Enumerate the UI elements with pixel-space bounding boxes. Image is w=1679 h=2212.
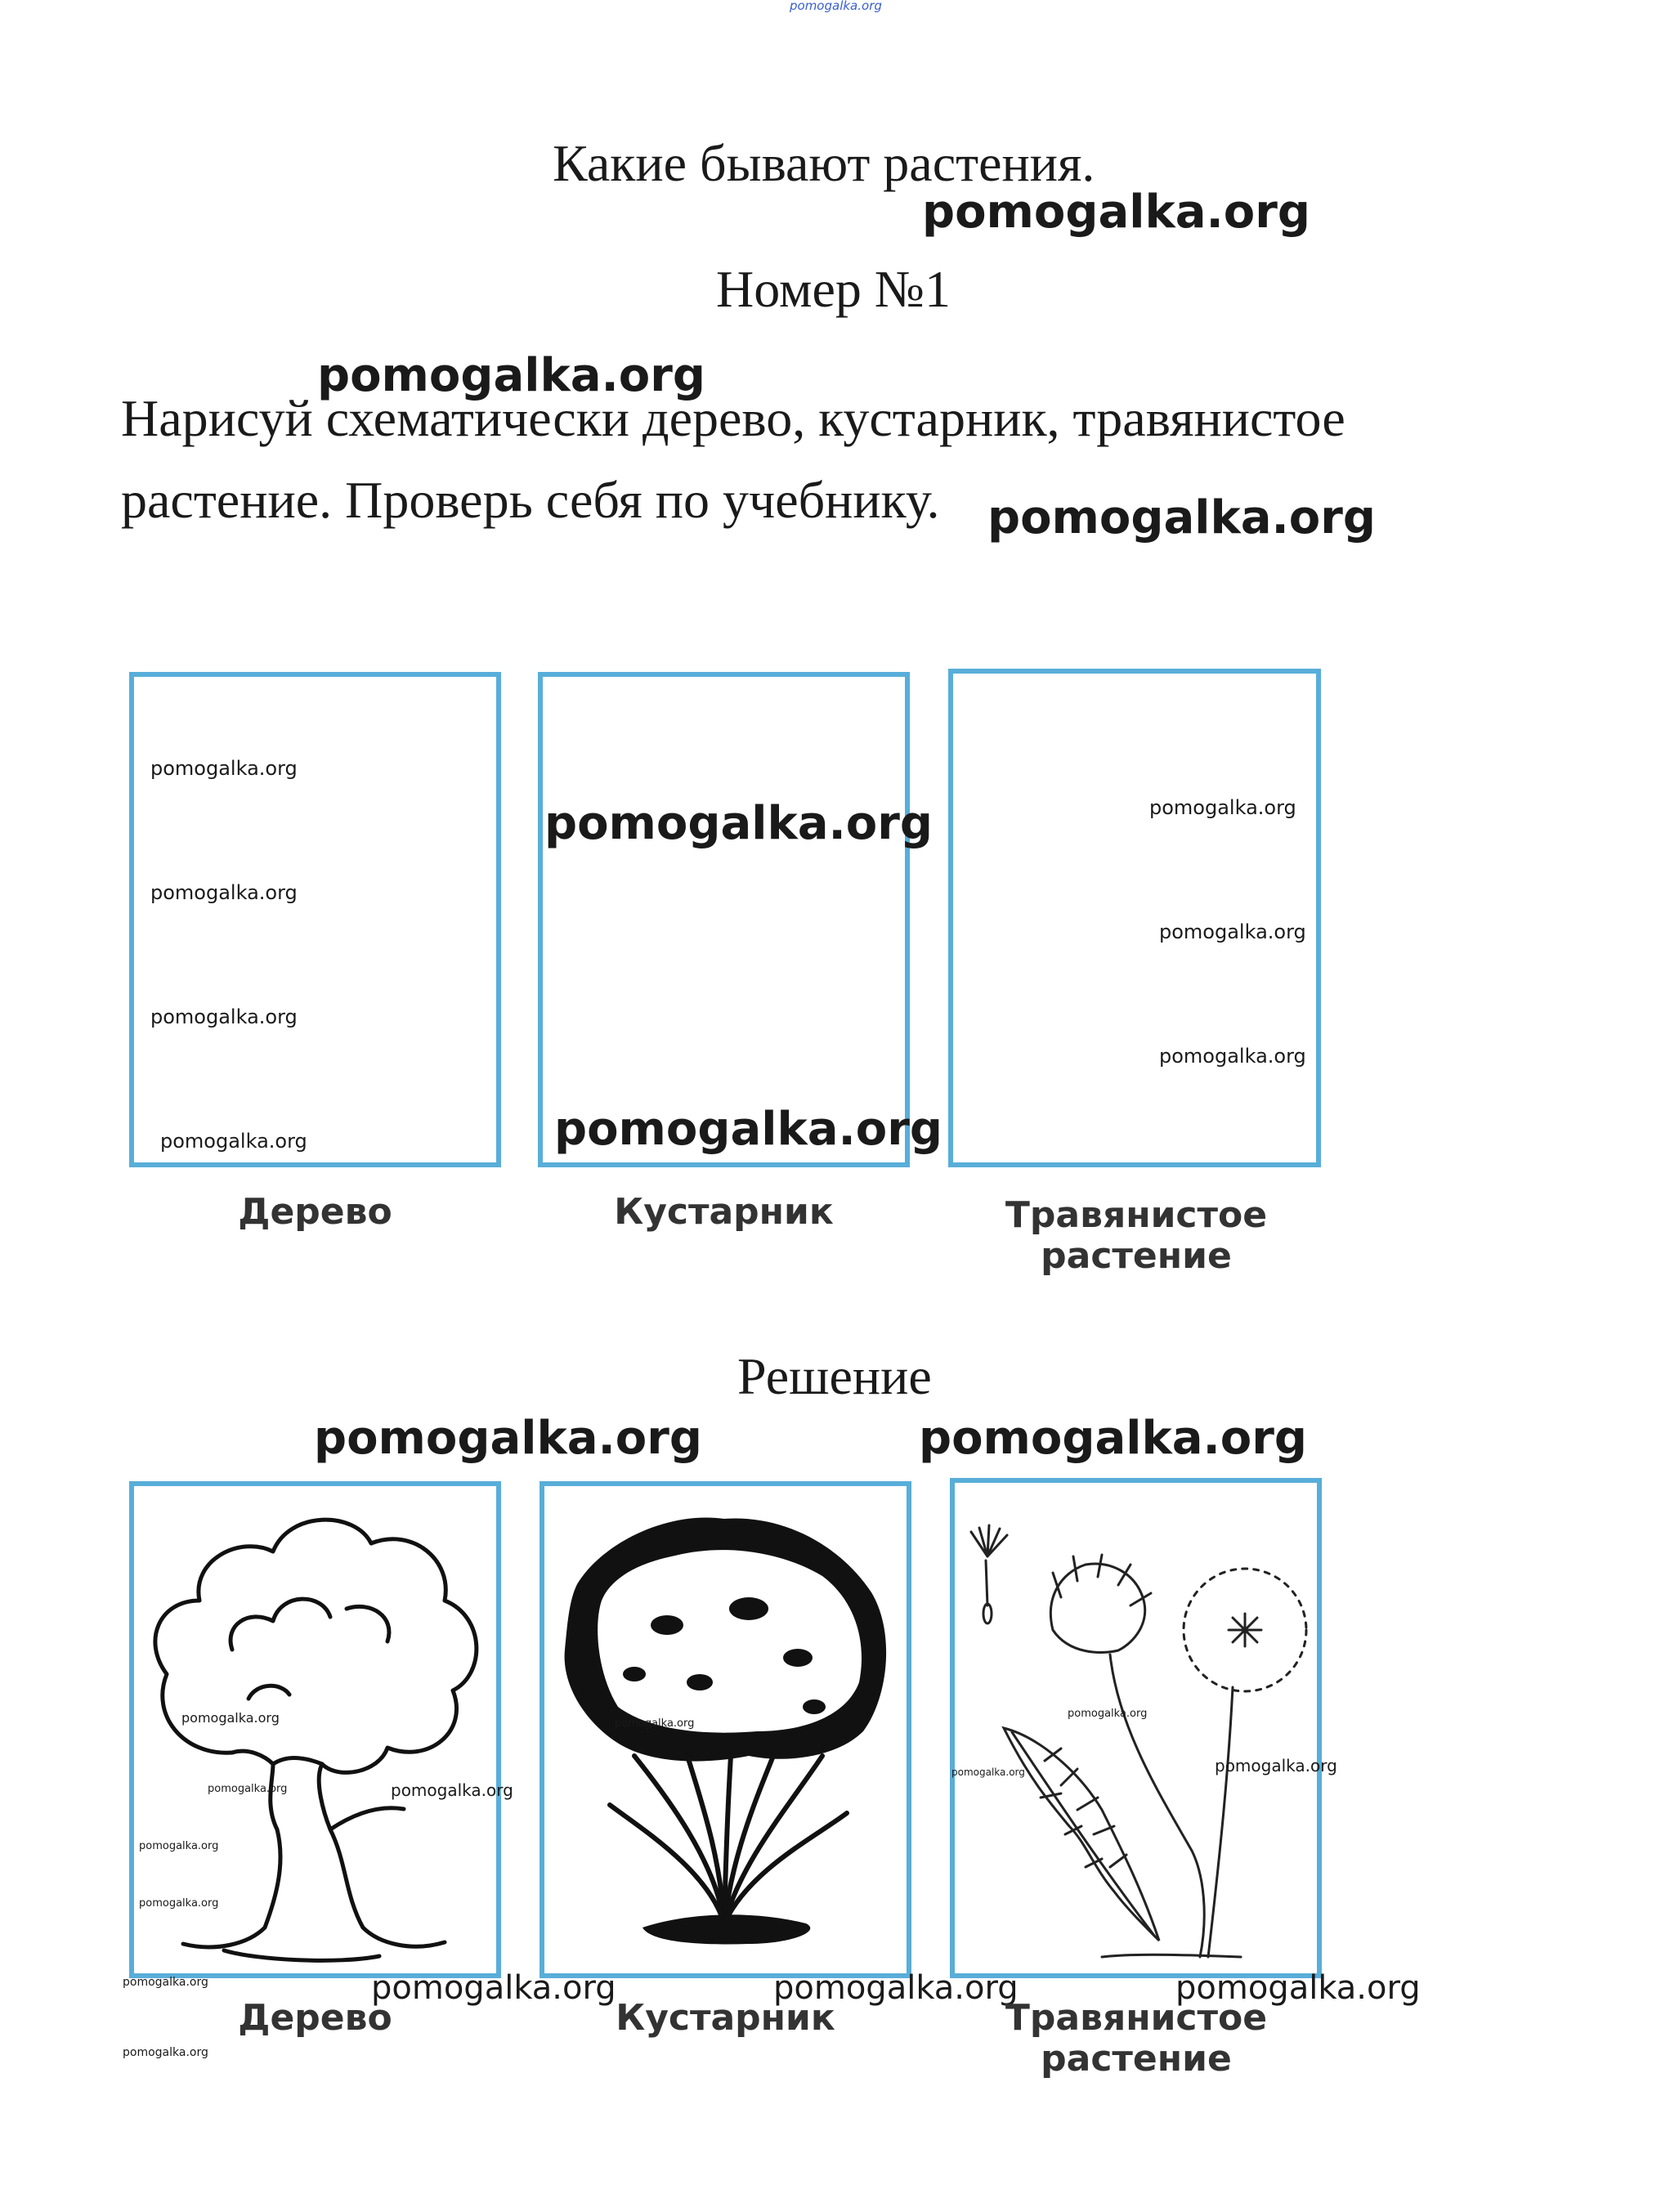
watermark: pomogalka.org bbox=[773, 1969, 1019, 2007]
shrub-solution-frame bbox=[540, 1481, 911, 1978]
solution-heading: Решение bbox=[737, 1347, 932, 1405]
watermark: pomogalka.org bbox=[1159, 1045, 1306, 1068]
tree-drawing-frame bbox=[129, 672, 501, 1167]
watermark: pomogalka.org bbox=[1175, 1969, 1421, 2007]
watermark: pomogalka.org bbox=[150, 1005, 298, 1028]
watermark: pomogalka.org bbox=[181, 1710, 280, 1726]
page-title: Какие бывают растения. bbox=[553, 134, 1095, 192]
watermark: pomogalka.org bbox=[139, 1897, 219, 1910]
caption-tree-solution: Дерево bbox=[238, 1997, 392, 2039]
watermark: pomogalka.org bbox=[554, 1103, 942, 1156]
watermark: pomogalka.org bbox=[615, 1717, 695, 1730]
watermark: pomogalka.org bbox=[1159, 920, 1306, 943]
exercise-number: Номер №1 bbox=[716, 260, 951, 318]
watermark: pomogalka.org bbox=[1149, 796, 1296, 819]
watermark: pomogalka.org bbox=[208, 1783, 288, 1795]
header-watermark: pomogalka.org bbox=[790, 0, 882, 13]
watermark: pomogalka.org bbox=[544, 797, 933, 850]
shrub-drawing bbox=[544, 1486, 907, 1973]
watermark: pomogalka.org bbox=[1068, 1708, 1148, 1720]
caption-tree: Дерево bbox=[238, 1191, 392, 1233]
watermark: pomogalka.org bbox=[919, 1412, 1307, 1465]
herb-solution-frame bbox=[950, 1478, 1322, 1978]
caption-shrub-solution: Кустарник bbox=[616, 1997, 835, 2039]
watermark: pomogalka.org bbox=[150, 881, 298, 904]
watermark: pomogalka.org bbox=[123, 2046, 208, 2059]
watermark: pomogalka.org bbox=[1215, 1756, 1337, 1775]
herb-drawing-frame bbox=[948, 669, 1321, 1167]
watermark: pomogalka.org bbox=[391, 1780, 513, 1800]
watermark: pomogalka.org bbox=[139, 1840, 219, 1852]
watermark: pomogalka.org bbox=[123, 1976, 208, 1989]
caption-shrub: Кустарник bbox=[614, 1191, 834, 1233]
watermark: pomogalka.org bbox=[371, 1969, 616, 2007]
task-text: Нарисуй схематически дерево, кустарник, травянистое растение. Проверь себя по учебнику. bbox=[121, 389, 1345, 529]
watermark: pomogalka.org bbox=[150, 757, 298, 780]
dandelion-drawing bbox=[955, 1483, 1317, 1973]
watermark: pomogalka.org bbox=[951, 1766, 1025, 1778]
caption-herb: Травянистое растение bbox=[1005, 1194, 1268, 1277]
watermark: pomogalka.org bbox=[922, 186, 1310, 239]
watermark: pomogalka.org bbox=[314, 1412, 702, 1465]
caption-herb-solution: Травянистое растение bbox=[1005, 1997, 1268, 2080]
watermark: pomogalka.org bbox=[317, 349, 705, 402]
shrub-drawing-frame bbox=[538, 672, 910, 1167]
watermark: pomogalka.org bbox=[160, 1130, 307, 1153]
watermark: pomogalka.org bbox=[987, 491, 1376, 544]
